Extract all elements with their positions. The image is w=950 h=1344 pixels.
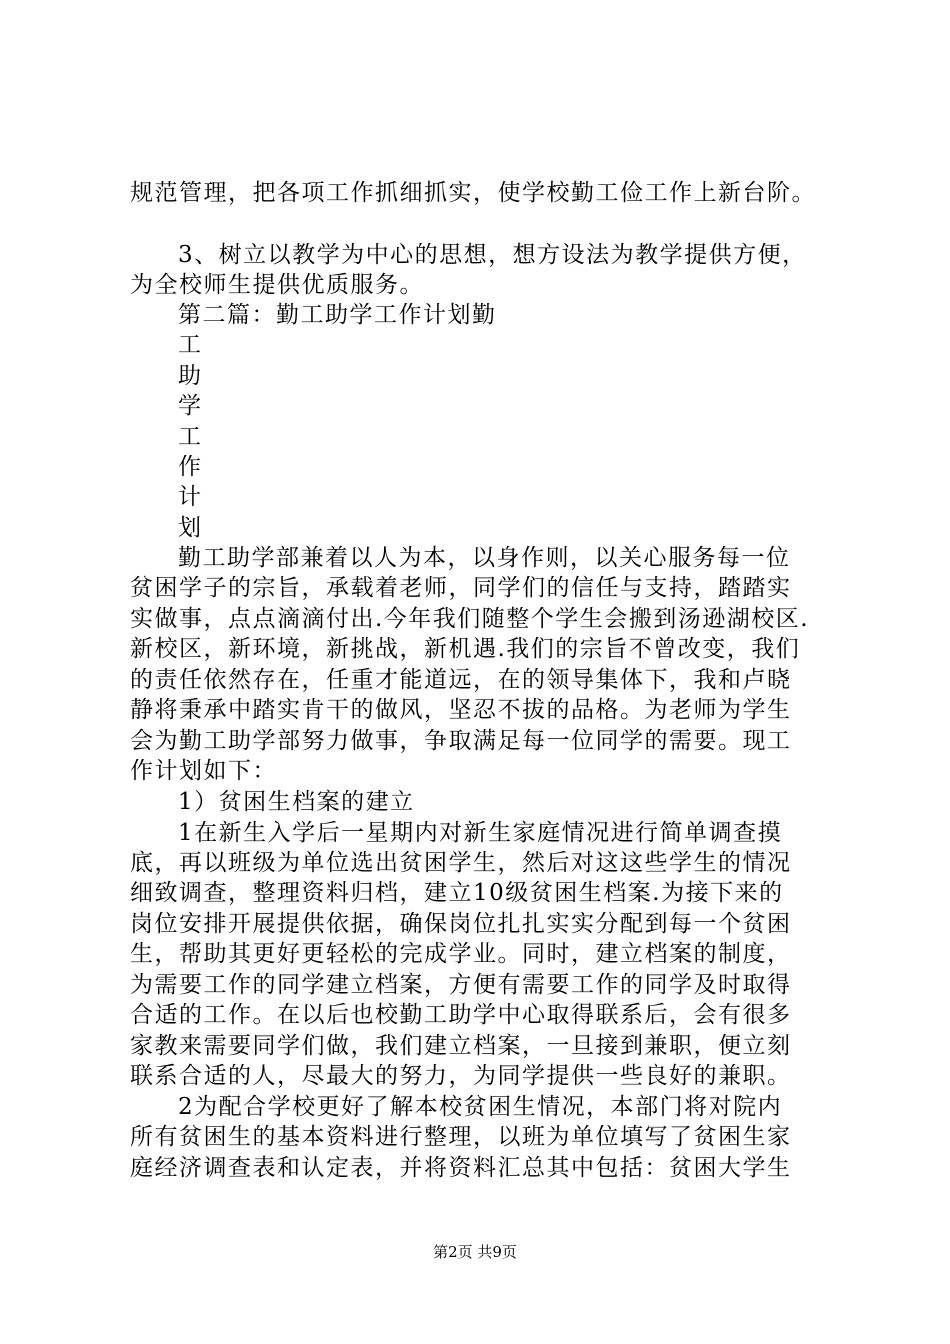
text-line: 规范管理，把各项工作抓细抓实，使学校勤工俭工作上新台阶。: [130, 180, 816, 206]
text-line: 所有贫困生的基本资料进行整理，以班为单位填写了贫困生家: [130, 1124, 792, 1150]
page-number-footer: 第2页 共9页: [433, 1243, 517, 1261]
text-line: 1在新生入学后一星期内对新生家庭情况进行简单调查摸: [178, 820, 783, 846]
text-line: 为需要工作的同学建立档案，方便有需要工作的同学及时取得: [130, 972, 792, 998]
text-line: 工: [178, 424, 203, 450]
text-line: 3、树立以教学为中心的思想，想方设法为教学提供方便，: [178, 242, 807, 268]
text-line: 为全校师生提供优质服务。: [130, 272, 424, 298]
text-line: 实做事，点点滴滴付出.今年我们随整个学生会搬到汤逊湖校区.: [130, 606, 810, 632]
text-line: 作: [178, 454, 203, 480]
text-line: 勤工助学部兼着以人为本，以身作则，以关心服务每一位: [178, 545, 791, 571]
text-line: 新校区，新环境，新挑战，新机遇.我们的宗旨不曾改变，我们: [130, 636, 801, 662]
text-line: 助: [178, 363, 203, 389]
list-heading: 1）贫困生档案的建立: [178, 789, 415, 815]
text-line: 的责任依然存在，任重才能道远，在的领导集体下，我和卢晓: [130, 667, 792, 693]
text-line: 合适的工作。在以后也校勤工助学中心取得联系后，会有很多: [130, 1002, 792, 1028]
section-heading: 第二篇：勤工助学工作计划勤: [178, 302, 497, 328]
text-line: 底，再以班级为单位选出贫困学生，然后对这这些学生的情况: [130, 850, 792, 876]
text-line: 细致调查，整理资料归档，建立10级贫困生档案.为接下来的: [130, 880, 784, 906]
text-line: 学: [178, 393, 203, 419]
text-line: 岗位安排开展提供依据，确保岗位扎扎实实分配到每一个贫困: [130, 911, 792, 937]
text-line: 庭经济调查表和认定表，并将资料汇总其中包括：贫困大学生: [130, 1155, 792, 1181]
text-line: 会为勤工助学部努力做事，争取满足每一位同学的需要。现工: [130, 728, 792, 754]
text-line: 联系合适的人，尽最大的努力，为同学提供一些良好的兼职。: [130, 1063, 792, 1089]
text-line: 生，帮助其更好更轻松的完成学业。同时，建立档案的制度，: [130, 941, 792, 967]
text-line: 贫困学子的宗旨，承载着老师，同学们的信任与支持，踏踏实: [130, 575, 792, 601]
text-line: 2为配合学校更好了解本校贫困生情况，本部门将对院内: [178, 1094, 783, 1120]
text-line: 计: [178, 484, 203, 510]
text-line: 家教来需要同学们做，我们建立档案，一旦接到兼职，便立刻: [130, 1033, 792, 1059]
text-line: 划: [178, 515, 203, 541]
text-line: 作计划如下：: [130, 758, 277, 784]
text-line: 工: [178, 332, 203, 358]
text-line: 静将秉承中踏实肯干的做风，坚忍不拔的品格。为老师为学生: [130, 697, 792, 723]
